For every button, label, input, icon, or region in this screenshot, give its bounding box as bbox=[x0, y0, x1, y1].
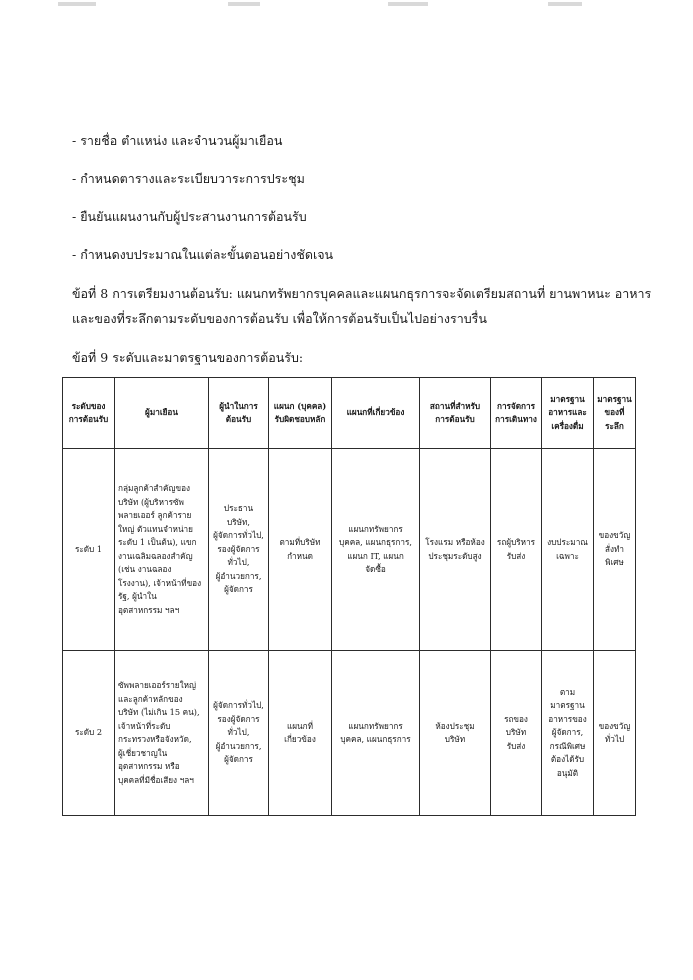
bullet-budget: - กำหนดงบประมาณในแต่ละขั้นตอนอย่างชัดเจน bbox=[72, 247, 334, 262]
cell-text-line: อาหารและ bbox=[548, 407, 587, 418]
cell-text-line: ผู้จัดการทั่วไป, bbox=[213, 530, 264, 541]
table-cell bbox=[209, 449, 269, 651]
table-header-cell bbox=[332, 378, 420, 449]
cell-text-line: ผู้จัดการทั่วไป, bbox=[213, 700, 264, 711]
bullet-confirm-plan: - ยืนยันแผนงานกับผู้ประสานงานการต้อนรับ bbox=[72, 209, 307, 224]
cell-text-line: บุคคล, แผนกธุรการ bbox=[340, 734, 411, 744]
scan-artifact-strip bbox=[0, 0, 693, 10]
cell-text-line: ทั่วไป bbox=[604, 734, 625, 744]
cell-text-line: รับส่ง bbox=[506, 740, 526, 751]
table-cell bbox=[594, 651, 636, 816]
cell-text-line: อาหารของ bbox=[548, 713, 587, 724]
table-cell bbox=[491, 651, 542, 816]
cell-text-line: อุตสาหกรรม หรือ bbox=[118, 761, 180, 771]
cell-text-line: แผนกทรัพยากร bbox=[348, 720, 403, 731]
table-cell bbox=[209, 651, 269, 816]
cell-text-line: ต้องได้รับ bbox=[550, 754, 585, 765]
table-header-cell bbox=[420, 378, 491, 449]
table-cell bbox=[594, 449, 636, 651]
table-cell bbox=[115, 651, 209, 816]
cell-text-line: กระทรวงหรือจังหวัด, bbox=[118, 734, 192, 744]
table-cell bbox=[420, 449, 491, 651]
table-header-cell bbox=[63, 378, 115, 449]
cell-text-line: โรงงาน), เจ้าหน้าที่ของ bbox=[118, 577, 202, 588]
table-cell bbox=[542, 449, 594, 651]
cell-text-line: ตามที่บริษัท bbox=[279, 537, 321, 547]
cell-text-line: อนุมัติ bbox=[556, 767, 579, 778]
cell-text-line: การเดินทาง bbox=[495, 414, 537, 424]
cell-text-line: แผนกที่ bbox=[286, 720, 314, 731]
table-cell bbox=[332, 449, 420, 651]
reception-standards-table bbox=[62, 377, 636, 816]
cell-text-line: พลายเออร์ ลูกค้าราย bbox=[118, 510, 192, 520]
cell-text-line: กรณีพิเศษ bbox=[549, 740, 586, 751]
cell-text-line: เกี่ยวข้อง bbox=[284, 734, 316, 744]
cell-text-line: ผู้จัดการ bbox=[224, 754, 253, 765]
cell-text-line: ซัพพลายเออร์รายใหญ่ bbox=[118, 680, 196, 690]
cell-text-line: รับผิดชอบหลัก bbox=[274, 414, 326, 424]
cell-text-line: บริษัท, bbox=[227, 516, 250, 527]
cell-text-line: บริษัท (ไม่เกิน 15 คน), bbox=[118, 707, 200, 717]
cell-text-line: ระลึก bbox=[605, 420, 624, 431]
table-header-cell bbox=[209, 378, 269, 449]
cell-text-line: จัดซื้อ bbox=[365, 564, 386, 574]
cell-text-line: ผู้นำในการ bbox=[219, 400, 258, 411]
cell-text-line: มาตรฐาน bbox=[597, 393, 632, 404]
cell-text-line: เครื่องดื่ม bbox=[551, 420, 584, 431]
cell-text-line: สถานที่สำหรับ bbox=[429, 400, 481, 411]
cell-text-line: บุคคลที่มีชื่อเสียง ฯลฯ bbox=[118, 774, 194, 785]
cell-text-line: บริษัท bbox=[444, 734, 466, 744]
cell-text-line: เจ้าหน้าที่ระดับ bbox=[118, 720, 171, 731]
cell-text-line: ผู้เชี่ยวชาญใน bbox=[118, 747, 168, 758]
cell-text-line: การจัดการ bbox=[496, 400, 536, 411]
clause-8-line-1: ข้อที่ 8 การเตรียมงานต้อนรับ: แผนกทรัพยากรบุคคลและแผนกธุรการจะจัดเตรียมสถานที่ ยานพาหนะ อาหาร bbox=[72, 286, 652, 301]
cell-text-line: บริษัท (ผู้บริหารซัพ bbox=[118, 496, 184, 507]
cell-text-line: การต้อนรับ bbox=[435, 414, 475, 424]
cell-text-line: ประธาน bbox=[223, 503, 254, 514]
bullet-schedule: - กำหนดตารางและระเบียบวาระการประชุม bbox=[72, 171, 305, 186]
cell-text-line: ตาม bbox=[559, 686, 576, 697]
bullet-visitor-list: - รายชื่อ ตำแหน่ง และจำนวนผู้มาเยือน bbox=[72, 133, 283, 148]
cell-text-line: โรงแรม หรือห้อง bbox=[425, 537, 485, 547]
cell-text-line: ระดับ 1 เป็นต้น), แขก bbox=[118, 537, 197, 547]
cell-text-line: แผนก (บุคคล) bbox=[273, 400, 327, 411]
cell-text-line: รับส่ง bbox=[506, 550, 526, 561]
cell-text-line: รัฐ, ผู้นำใน bbox=[118, 591, 157, 601]
table-cell bbox=[332, 651, 420, 816]
cell-text-line: บุคคล, แผนกธุรการ, bbox=[339, 537, 412, 547]
table-row bbox=[63, 449, 636, 651]
cell-text-line: งานเฉลิมฉลองสำคัญ bbox=[118, 550, 193, 561]
cell-text-line: ของขวัญ bbox=[598, 720, 631, 731]
cell-text-line: ระดับ 1 bbox=[74, 543, 103, 554]
cell-text-line: รองผู้จัดการ bbox=[217, 713, 260, 724]
cell-text-line: แผนกที่เกี่ยวข้อง bbox=[346, 407, 405, 418]
cell-text-line: ระดับของ bbox=[71, 400, 106, 411]
cell-text-line: แผนกทรัพยากร bbox=[348, 523, 403, 534]
cell-text-line: ห้องประชุม bbox=[435, 720, 475, 731]
table-row bbox=[63, 651, 636, 816]
table-header-cell bbox=[115, 378, 209, 449]
cell-text-line: ประชุมระดับสูง bbox=[428, 550, 482, 561]
cell-text-line: กลุ่มลูกค้าสำคัญของ bbox=[118, 483, 190, 493]
cell-text-line: บริษัท bbox=[505, 727, 527, 738]
cell-text-line: มาตรฐาน bbox=[550, 700, 585, 711]
table-header-cell bbox=[594, 378, 636, 449]
cell-text-line: ทั่วไป, bbox=[227, 727, 250, 738]
table-cell bbox=[491, 449, 542, 651]
cell-text-line: กำหนด bbox=[287, 550, 313, 561]
table-cell bbox=[420, 651, 491, 816]
table-header-cell bbox=[542, 378, 594, 449]
table-cell bbox=[269, 651, 332, 816]
cell-text-line: งบประมาณ bbox=[547, 537, 588, 547]
cell-text-line: เฉพาะ bbox=[556, 550, 579, 561]
cell-text-line: ใหญ่ ตัวแทนจำหน่าย bbox=[118, 523, 193, 534]
cell-text-line: ผู้อำนวยการ, bbox=[215, 740, 262, 751]
table-cell bbox=[269, 449, 332, 651]
cell-text-line: พิเศษ bbox=[605, 557, 624, 568]
table-cell bbox=[63, 651, 115, 816]
cell-text-line: ทั่วไป, bbox=[227, 557, 250, 568]
cell-text-line: สั่งทำ bbox=[605, 543, 624, 554]
table-header-row bbox=[63, 378, 636, 449]
cell-text-line: รถของ bbox=[504, 713, 528, 724]
cell-text-line: ของขวัญ bbox=[598, 530, 631, 541]
cell-text-line: ผู้มาเยือน bbox=[145, 407, 178, 418]
cell-text-line: ของที่ bbox=[604, 407, 625, 418]
table-header-cell bbox=[269, 378, 332, 449]
cell-text-line: ระดับ 2 bbox=[74, 727, 103, 738]
cell-text-line: ผู้จัดการ bbox=[224, 584, 253, 595]
cell-text-line: รถผู้บริหาร bbox=[496, 537, 536, 547]
table-cell bbox=[542, 651, 594, 816]
cell-text-line: การต้อนรับ bbox=[68, 414, 109, 424]
cell-text-line: ต้อนรับ bbox=[225, 414, 252, 424]
clause-8-line-2: และของที่ระลึกตามระดับของการต้อนรับ เพื่อให้การต้อนรับเป็นไปอย่างราบรื่น bbox=[72, 311, 487, 326]
cell-text-line: อุตสาหกรรม ฯลฯ bbox=[118, 604, 180, 615]
cell-text-line: ผู้อำนวยการ, bbox=[215, 570, 262, 581]
cell-text-line: (เช่น งานฉลอง bbox=[118, 564, 172, 574]
cell-text-line: มาตรฐาน bbox=[550, 393, 585, 404]
cell-text-line: ผู้จัดการ, bbox=[551, 727, 584, 738]
table-cell bbox=[115, 449, 209, 651]
table-cell bbox=[63, 449, 115, 651]
table-header-cell bbox=[491, 378, 542, 449]
clause-9-heading: ข้อที่ 9 ระดับและมาตรฐานของการต้อนรับ: bbox=[72, 350, 304, 365]
cell-text-line: แผนก IT, แผนก bbox=[347, 550, 404, 561]
cell-text-line: และลูกค้าหลักของ bbox=[118, 693, 183, 704]
cell-text-line: รองผู้จัดการ bbox=[217, 543, 260, 554]
